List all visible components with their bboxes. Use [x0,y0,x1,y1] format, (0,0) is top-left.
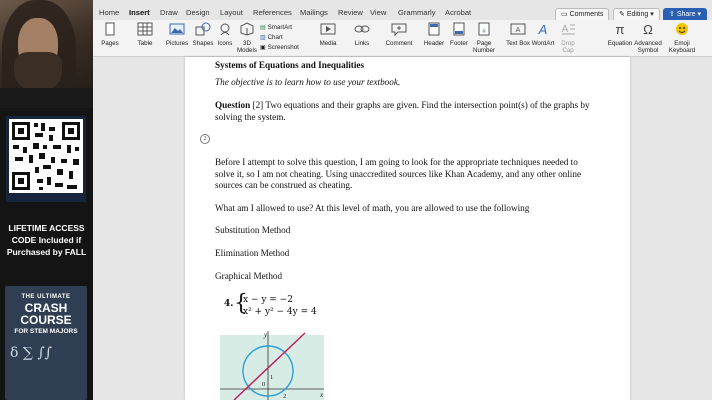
screenshot-label: Screenshot [267,44,299,51]
tab-draw[interactable]: Draw [160,8,178,17]
3d-models-label-2: Models [237,47,257,54]
tab-acrobat[interactable]: Acrobat [445,8,472,17]
media-icon [320,22,336,36]
tab-insert[interactable]: Insert [129,8,150,17]
graph-y-label: y [264,331,268,339]
icons-icon [217,22,233,36]
header-label: Header [423,40,445,47]
doc-paragraph-2: What am I allowed to use? At this level of math, you are allowed to use the following [215,203,530,213]
book-title: CRASH COURSE [20,301,72,327]
links-label: Links [354,40,370,47]
method-substitution: Substitution Method [215,225,291,235]
comments-button-label: Comments [569,11,604,18]
svg-text:π: π [615,22,625,36]
comment-label: Comment [385,40,413,47]
media-button[interactable] [317,22,339,47]
comment-bubble-icon: ▭ [561,11,568,18]
emoji-icon [674,22,690,36]
question-label: Question [215,100,251,110]
tab-review[interactable]: Review [338,8,363,17]
smartart-button[interactable] [260,23,310,33]
emoji-label-1: Emoji [674,40,690,47]
svg-text:A: A [515,27,521,34]
icons-button[interactable] [216,22,234,47]
cube-icon [239,22,255,36]
graph-x-label: x [320,391,324,399]
smartart-icon: ▤ [260,24,266,31]
anchor-icon: 2 [200,134,210,144]
editing-button-label: Editing [626,11,649,18]
pi-icon [612,22,628,36]
method-graphical: Graphical Method [215,271,283,281]
links-button[interactable] [351,22,373,47]
tab-design[interactable]: Design [186,8,210,17]
tab-mailings[interactable]: Mailings [300,8,328,17]
promo-line-3: Purchased by FALL [6,247,87,257]
screenshot-icon: ▣ [260,44,266,51]
drop-cap-label-1: Drop [561,40,575,47]
question-text: [2] Two equations and their graphs are given. Find the intersection point(s) of the graphs by solving the system. [215,100,590,122]
graph-tick-2: 2 [283,393,287,400]
webcam-video [0,0,93,108]
header-button[interactable] [423,22,445,47]
chart-icon: ▥ [260,34,266,41]
book-top-text: THE ULTIMATE [21,294,71,300]
promo-text [0,222,93,258]
svg-text:A: A [561,24,569,35]
pages-button[interactable] [99,22,121,47]
page-number-label-2: Number [472,47,495,54]
table-button[interactable] [133,22,157,47]
doc-question [215,100,599,123]
drop-cap-icon [560,22,576,36]
screenshot-button[interactable] [260,43,310,53]
advanced-symbol-button[interactable] [634,22,662,54]
equation-2: x² + y² − 4y = 4 [243,307,317,317]
chart-label: Chart [267,34,283,41]
wordart-button[interactable] [531,22,555,47]
tab-layout[interactable]: Layout [220,8,243,17]
link-icon [354,22,370,36]
picture-icon [169,22,185,36]
equation-button[interactable] [607,22,633,47]
pencil-icon: ✎ [619,11,625,18]
wordart-label: WordArt [531,40,555,47]
book-symbols: δ ∑ ∫∫ [10,345,52,361]
icons-label: Icons [217,40,233,47]
equation-1: x − y = −2 [243,295,293,305]
qr-code-icon [9,119,83,193]
shapes-icon [195,22,211,36]
drop-cap-button[interactable] [558,22,578,54]
pages-icon [102,22,118,36]
pages-label: Pages [101,40,119,47]
page-number-button[interactable] [472,22,496,54]
footer-icon [451,22,467,36]
footer-label: Footer [450,40,468,47]
problem-number: 4. [224,299,234,309]
side-panel [0,0,93,400]
text-box-button[interactable] [506,22,530,47]
promo-line-1: LIFETIME ACCESS [8,223,85,233]
emoji-label-2: Keyboard [668,47,696,54]
doc-objective: The objective is to learn how to use your textbook. [215,77,401,87]
method-elimination: Elimination Method [215,248,290,258]
page-number-icon [476,22,492,36]
doc-paragraph-1: Before I attempt to solve this question, I am going to look for the appropriate techniques needed to solve it, so I am not cheating. Using unaccredited sources like Khan Academy, and any other online sources can be construed as cheating. [215,157,582,190]
word-window [93,0,712,400]
advanced-symbol-label-2: Symbol [637,47,659,54]
tab-grammarly[interactable]: Grammarly [398,8,436,17]
chevron-down-icon: ▾ [650,11,654,18]
footer-button[interactable] [448,22,470,47]
pictures-label: Pictures [165,40,189,47]
drop-cap-label-2: Cap [562,47,574,54]
svg-text:A: A [538,22,548,36]
3d-models-button[interactable] [236,22,258,54]
svg-text:#: # [482,29,486,35]
system-graph [220,331,324,400]
webcam-beard [14,52,62,92]
emoji-keyboard-button[interactable] [668,22,696,54]
pictures-button[interactable] [165,22,189,47]
share-icon: ⇪ [669,11,675,18]
smartart-label: SmartArt [267,24,293,31]
tab-home[interactable]: Home [99,8,120,17]
document-page[interactable] [185,57,630,400]
table-label: Table [137,40,153,47]
share-chevron-icon: ▾ [697,11,701,18]
shapes-label: Shapes [192,40,214,47]
book-subtitle: FOR STEM MAJORS [14,328,78,335]
illustrations-stack [260,23,310,53]
system-brace: { [234,291,248,316]
tab-references[interactable]: References [253,8,292,17]
webcam-shirt [0,88,93,108]
comment-button[interactable] [385,22,413,47]
table-icon [137,22,153,36]
promo-line-2: CODE Included if [11,235,82,245]
graph-tick-1: 1 [270,374,274,381]
comment-icon [391,22,407,36]
chart-button[interactable] [260,33,310,43]
shapes-button[interactable] [191,22,215,47]
media-label: Media [319,40,337,47]
doc-heading: Systems of Equations and Inequalities [215,60,365,70]
text-box-icon [510,22,526,36]
3d-models-label-1: 3D [243,40,251,47]
omega-icon [640,22,656,36]
header-icon [426,22,442,36]
equation-label: Equation [607,40,633,47]
wordart-icon [535,22,551,36]
ribbon-toolbar [93,20,712,57]
graph-background [220,335,324,400]
share-button-label: Share [676,11,696,18]
graph-tick-0: 0 [262,381,266,388]
advanced-symbol-label-1: Advanced [634,40,662,47]
text-box-label: Text Box [506,40,530,47]
svg-text:Ω: Ω [643,22,653,36]
tab-view[interactable]: View [370,8,387,17]
page-number-label-1: Page [476,40,492,47]
